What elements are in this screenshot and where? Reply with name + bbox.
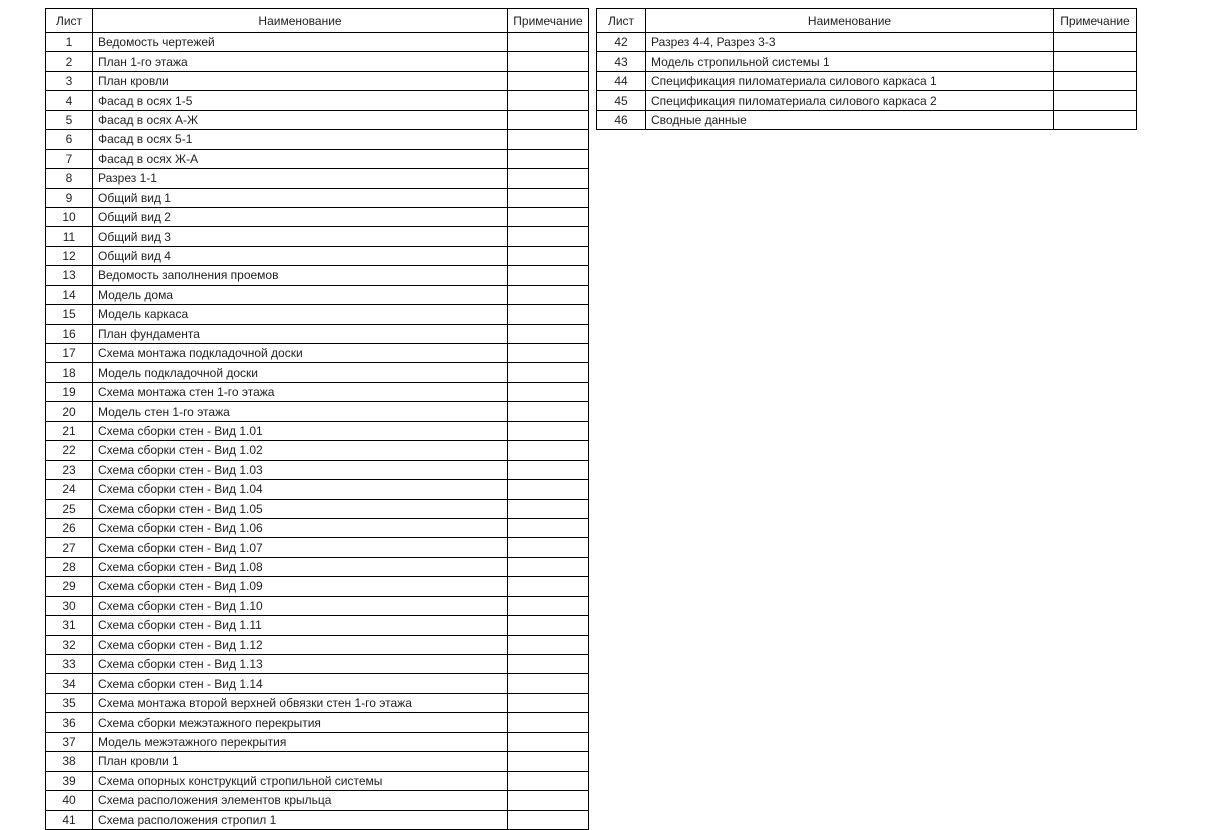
sheet-number: 16: [46, 324, 93, 343]
sheet-number: 7: [46, 149, 93, 168]
note-cell: [508, 305, 589, 324]
sheet-number: 44: [597, 71, 646, 90]
drawing-name: Схема сборки стен - Вид 1.03: [93, 460, 508, 479]
sheet-number: 4: [46, 91, 93, 110]
drawing-register-table-right: [596, 8, 1137, 130]
drawing-name: Схема расположения элементов крыльца: [93, 791, 508, 810]
drawing-name: Схема сборки стен - Вид 1.02: [93, 441, 508, 460]
sheet-number: 45: [597, 91, 646, 110]
note-cell: [508, 713, 589, 732]
drawing-name: Схема монтажа подкладочной доски: [93, 344, 508, 363]
note-cell: [508, 441, 589, 460]
drawing-name: Схема сборки стен - Вид 1.14: [93, 674, 508, 693]
note-cell: [508, 207, 589, 226]
note-cell: [508, 810, 589, 829]
drawing-name: Схема монтажа второй верхней обвязки стен 1-го этажа: [93, 693, 508, 712]
table-row: [46, 616, 589, 635]
sheet-number: 24: [46, 480, 93, 499]
drawing-name: Модель каркаса: [93, 305, 508, 324]
column-header-sheet: Лист: [46, 9, 93, 33]
drawing-name: План кровли 1: [93, 752, 508, 771]
table-row: [46, 130, 589, 149]
drawing-name: Модель дома: [93, 285, 508, 304]
drawing-name: Схема сборки стен - Вид 1.10: [93, 596, 508, 615]
table-row: [46, 266, 589, 285]
table-row: [46, 110, 589, 129]
table-header-row-left: [46, 9, 589, 33]
sheet-number: 22: [46, 441, 93, 460]
table-row: [46, 324, 589, 343]
sheet-number: 20: [46, 402, 93, 421]
sheet-number: 18: [46, 363, 93, 382]
note-cell: [1054, 52, 1137, 71]
table-row: [46, 169, 589, 188]
note-cell: [508, 538, 589, 557]
note-cell: [508, 752, 589, 771]
drawing-name: Схема сборки межэтажного перекрытия: [93, 713, 508, 732]
note-cell: [508, 33, 589, 52]
note-cell: [508, 693, 589, 712]
drawing-name: Схема сборки стен - Вид 1.11: [93, 616, 508, 635]
note-cell: [508, 655, 589, 674]
table-row: [46, 363, 589, 382]
note-cell: [508, 285, 589, 304]
drawing-name: План 1-го этажа: [93, 52, 508, 71]
sheet-number: 46: [597, 110, 646, 129]
table-row: [46, 499, 589, 518]
note-cell: [508, 577, 589, 596]
note-cell: [508, 169, 589, 188]
table-row: [46, 577, 589, 596]
sheet-number: 38: [46, 752, 93, 771]
table-row: [46, 71, 589, 90]
drawing-name: Спецификация пиломатериала силового каркаса 2: [646, 91, 1054, 110]
sheet-number: 3: [46, 71, 93, 90]
drawing-name: Схема сборки стен - Вид 1.01: [93, 421, 508, 440]
sheet-number: 12: [46, 246, 93, 265]
table-row: [46, 402, 589, 421]
column-header-sheet: Лист: [597, 9, 646, 33]
sheet-number: 17: [46, 344, 93, 363]
sheet-number: 1: [46, 33, 93, 52]
note-cell: [508, 635, 589, 654]
note-cell: [1054, 33, 1137, 52]
table-row: [46, 149, 589, 168]
column-header-name: Наименование: [93, 9, 508, 33]
drawing-name: Схема сборки стен - Вид 1.04: [93, 480, 508, 499]
note-cell: [1054, 110, 1137, 129]
table-row: [46, 655, 589, 674]
note-cell: [508, 499, 589, 518]
note-cell: [508, 52, 589, 71]
drawing-name: Фасад в осях 1-5: [93, 91, 508, 110]
sheet-number: 36: [46, 713, 93, 732]
note-cell: [508, 363, 589, 382]
sheet-number: 9: [46, 188, 93, 207]
sheet-number: 39: [46, 771, 93, 790]
table-row: [46, 596, 589, 615]
table-row: [46, 91, 589, 110]
table-row: [46, 732, 589, 751]
column-header-note: Примечание: [508, 9, 589, 33]
drawing-name: План кровли: [93, 71, 508, 90]
table-row: [46, 480, 589, 499]
table-row: [46, 441, 589, 460]
sheet-number: 31: [46, 616, 93, 635]
sheet-number: 11: [46, 227, 93, 246]
table-row: [46, 557, 589, 576]
sheet-number: 29: [46, 577, 93, 596]
table-body-left: [46, 33, 589, 830]
drawing-name: Фасад в осях 5-1: [93, 130, 508, 149]
note-cell: [508, 616, 589, 635]
drawing-name: Общий вид 1: [93, 188, 508, 207]
drawing-name: Разрез 4-4, Разрез 3-3: [646, 33, 1054, 52]
drawing-name: Модель стен 1-го этажа: [93, 402, 508, 421]
sheet-number: 42: [597, 33, 646, 52]
sheet-number: 41: [46, 810, 93, 829]
note-cell: [508, 518, 589, 537]
note-cell: [508, 246, 589, 265]
drawing-name: План фундамента: [93, 324, 508, 343]
drawing-name: Ведомость чертежей: [93, 33, 508, 52]
note-cell: [508, 402, 589, 421]
table-row: [46, 227, 589, 246]
sheet-number: 35: [46, 693, 93, 712]
table-body-right: [597, 33, 1137, 130]
table-header-row-right: [597, 9, 1137, 33]
sheet-number: 33: [46, 655, 93, 674]
table-row: [597, 71, 1137, 90]
note-cell: [508, 791, 589, 810]
note-cell: [508, 557, 589, 576]
table-row: [597, 52, 1137, 71]
table-row: [46, 207, 589, 226]
drawing-name: Модель межэтажного перекрытия: [93, 732, 508, 751]
sheet-number: 32: [46, 635, 93, 654]
drawing-name: Фасад в осях А-Ж: [93, 110, 508, 129]
drawing-name: Схема сборки стен - Вид 1.06: [93, 518, 508, 537]
sheet-number: 15: [46, 305, 93, 324]
table-row: [46, 791, 589, 810]
sheet-number: 21: [46, 421, 93, 440]
sheet-number: 19: [46, 382, 93, 401]
table-row: [46, 674, 589, 693]
drawing-name: Схема расположения стропил 1: [93, 810, 508, 829]
drawing-name: Модель стропильной системы 1: [646, 52, 1054, 71]
table-row: [46, 421, 589, 440]
note-cell: [508, 596, 589, 615]
drawing-name: Модель подкладочной доски: [93, 363, 508, 382]
drawing-name: Схема монтажа стен 1-го этажа: [93, 382, 508, 401]
drawing-name: Сводные данные: [646, 110, 1054, 129]
note-cell: [508, 324, 589, 343]
note-cell: [508, 382, 589, 401]
note-cell: [508, 71, 589, 90]
column-header-note: Примечание: [1054, 9, 1137, 33]
table-row: [46, 188, 589, 207]
sheet-number: 27: [46, 538, 93, 557]
table-row: [46, 305, 589, 324]
drawing-name: Схема опорных конструкций стропильной системы: [93, 771, 508, 790]
sheet-number: 34: [46, 674, 93, 693]
table-row: [46, 771, 589, 790]
table-row: [46, 810, 589, 829]
table-row: [46, 246, 589, 265]
note-cell: [508, 674, 589, 693]
table-row: [46, 713, 589, 732]
note-cell: [508, 188, 589, 207]
sheet-number: 5: [46, 110, 93, 129]
sheet-number: 28: [46, 557, 93, 576]
table-row: [46, 460, 589, 479]
table-row: [46, 538, 589, 557]
table-row: [46, 382, 589, 401]
note-cell: [508, 460, 589, 479]
sheet-number: 10: [46, 207, 93, 226]
drawing-name: Схема сборки стен - Вид 1.05: [93, 499, 508, 518]
sheet-number: 2: [46, 52, 93, 71]
note-cell: [508, 266, 589, 285]
sheet-number: 30: [46, 596, 93, 615]
drawing-name: Спецификация пиломатериала силового каркаса 1: [646, 71, 1054, 90]
sheet-number: 40: [46, 791, 93, 810]
note-cell: [1054, 91, 1137, 110]
table-row: [46, 344, 589, 363]
sheet-number: 43: [597, 52, 646, 71]
table-row: [597, 91, 1137, 110]
note-cell: [508, 480, 589, 499]
sheet-number: 25: [46, 499, 93, 518]
drawing-name: Ведомость заполнения проемов: [93, 266, 508, 285]
table-row: [46, 752, 589, 771]
table-row: [597, 110, 1137, 129]
note-cell: [1054, 71, 1137, 90]
note-cell: [508, 110, 589, 129]
drawing-register-table-left: [45, 8, 589, 830]
table-row: [46, 33, 589, 52]
sheet-number: 26: [46, 518, 93, 537]
sheet-number: 23: [46, 460, 93, 479]
drawing-name: Общий вид 4: [93, 246, 508, 265]
table-row: [46, 52, 589, 71]
table-row: [46, 635, 589, 654]
note-cell: [508, 771, 589, 790]
note-cell: [508, 344, 589, 363]
table-row: [46, 518, 589, 537]
note-cell: [508, 149, 589, 168]
drawing-name: Схема сборки стен - Вид 1.12: [93, 635, 508, 654]
sheet-number: 6: [46, 130, 93, 149]
table-row: [46, 285, 589, 304]
drawing-name: Схема сборки стен - Вид 1.13: [93, 655, 508, 674]
sheet-number: 14: [46, 285, 93, 304]
note-cell: [508, 732, 589, 751]
note-cell: [508, 130, 589, 149]
drawing-name: Схема сборки стен - Вид 1.09: [93, 577, 508, 596]
drawing-name: Общий вид 2: [93, 207, 508, 226]
sheet-number: 8: [46, 169, 93, 188]
sheet-number: 37: [46, 732, 93, 751]
drawing-name: Общий вид 3: [93, 227, 508, 246]
table-row: [597, 33, 1137, 52]
note-cell: [508, 421, 589, 440]
drawing-name: Разрез 1-1: [93, 169, 508, 188]
drawing-name: Схема сборки стен - Вид 1.07: [93, 538, 508, 557]
drawing-name: Схема сборки стен - Вид 1.08: [93, 557, 508, 576]
note-cell: [508, 91, 589, 110]
note-cell: [508, 227, 589, 246]
drawing-name: Фасад в осях Ж-А: [93, 149, 508, 168]
column-header-name: Наименование: [646, 9, 1054, 33]
sheet-number: 13: [46, 266, 93, 285]
table-row: [46, 693, 589, 712]
